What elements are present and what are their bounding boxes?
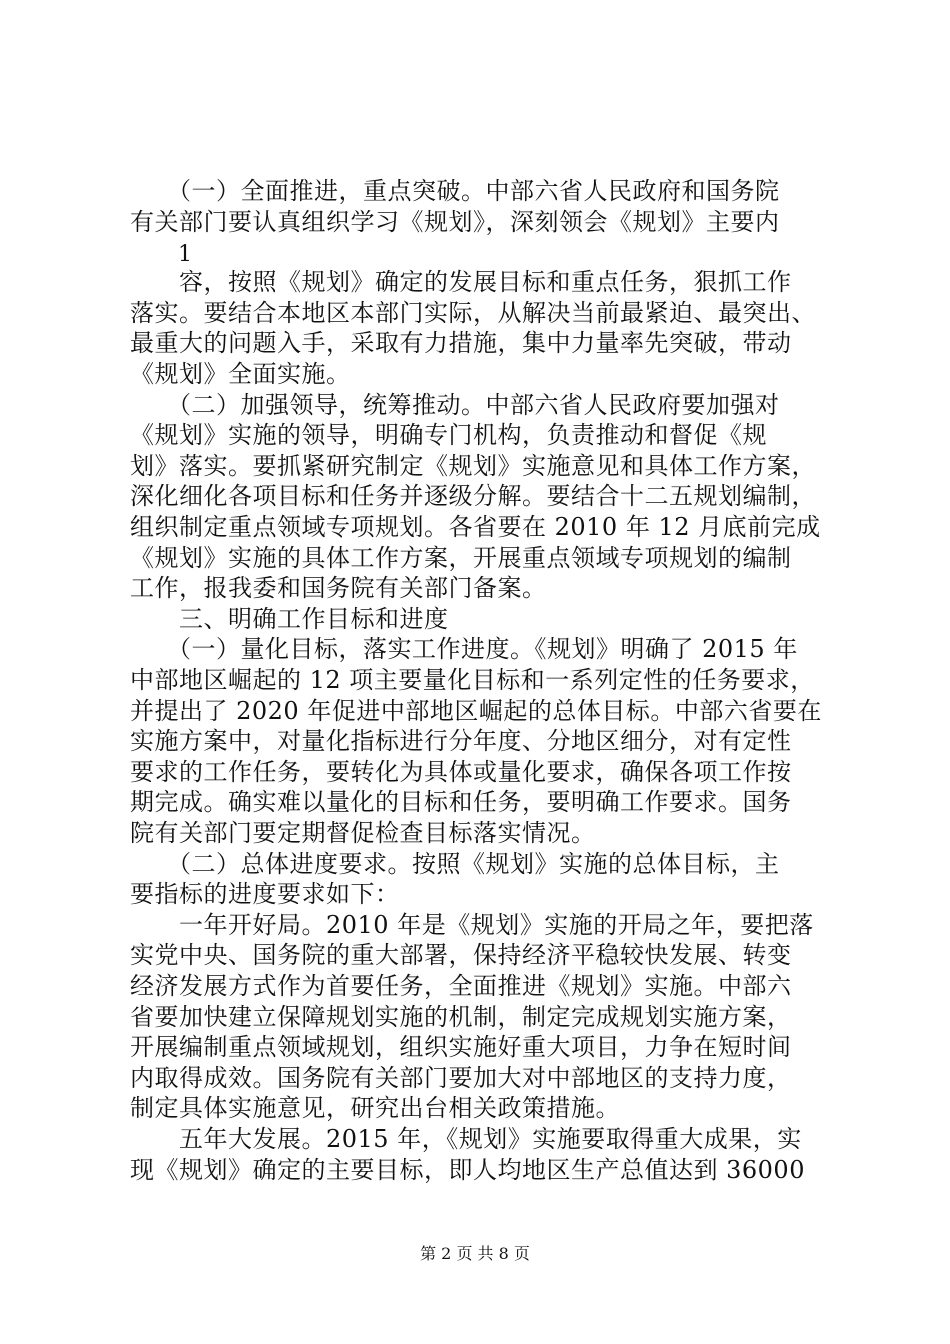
text-line: 经济发展方式作为首要任务，全面推进《规划》实施。中部六: [130, 972, 792, 1000]
text-line: 《规划》实施的领导，明确专门机构，负责推动和督促《规: [130, 421, 767, 449]
text-line: 要指标的进度要求如下：: [130, 880, 400, 908]
text-line: 有关部门要认真组织学习《规划》，深刻领会《规划》主要内: [130, 208, 780, 236]
text-line: 深化细化各项目标和任务并逐级分解。要结合十二五规划编制，: [130, 482, 816, 510]
text-line: （一）全面推进，重点突破。中部六省人民政府和国务院: [130, 177, 780, 205]
page-footer: 第 2 页 共 8 页: [420, 1244, 530, 1263]
text-line: 期完成。确实难以量化的目标和任务，要明确工作要求。国务: [130, 788, 792, 816]
text-line: 要求的工作任务，要转化为具体或量化要求，确保各项工作按: [130, 758, 792, 786]
text-line: 落实。要结合本地区本部门实际，从解决当前最紧迫、最突出、: [130, 299, 816, 327]
page-marker: 1: [178, 242, 192, 267]
text-line: （二）加强领导，统筹推动。中部六省人民政府要加强对: [130, 391, 780, 419]
text-line: 组织制定重点领域专项规划。各省要在 2010 年 12 月底前完成: [130, 513, 821, 541]
text-line: 制定具体实施意见，研究出台相关政策措施。: [130, 1094, 620, 1122]
text-line: 最重大的问题入手，采取有力措施，集中力量率先突破，带动: [130, 329, 792, 357]
text-line: （一）量化目标，落实工作进度。《规划》明确了 2015 年: [130, 635, 798, 663]
text-line: 开展编制重点领域规划，组织实施好重大项目，力争在短时间: [130, 1033, 792, 1061]
section-heading: 三、明确工作目标和进度: [130, 605, 449, 633]
text-line: 院有关部门要定期督促检查目标落实情况。: [130, 819, 596, 847]
text-line: 并提出了 2020 年促进中部地区崛起的总体目标。中部六省要在: [130, 697, 822, 725]
text-line: 五年大发展。2015 年，《规划》实施要取得重大成果，实: [130, 1125, 802, 1153]
text-line: 一年开好局。2010 年是《规划》实施的开局之年，要把落: [130, 911, 814, 939]
text-line: 实施方案中，对量化指标进行分年度、分地区细分，对有定性: [130, 727, 792, 755]
text-line: 省要加快建立保障规划实施的机制，制定完成规划实施方案，: [130, 1003, 792, 1031]
text-line: 中部地区崛起的 12 项主要量化目标和一系列定性的任务要求，: [130, 666, 815, 694]
text-line: 《规划》全面实施。: [130, 360, 351, 388]
text-line: 内取得成效。国务院有关部门要加大对中部地区的支持力度，: [130, 1064, 792, 1092]
text-line: （二）总体进度要求。按照《规划》实施的总体目标，主: [130, 850, 780, 878]
text-line: 工作，报我委和国务院有关部门备案。: [130, 574, 547, 602]
text-line: 现《规划》确定的主要目标，即人均地区生产总值达到 36000: [130, 1156, 805, 1184]
text-line: 《规划》实施的具体工作方案，开展重点领域专项规划的编制: [130, 544, 792, 572]
text-line: 划》落实。要抓紧研究制定《规划》实施意见和具体工作方案，: [130, 452, 816, 480]
text-line: 实党中央、国务院的重大部署，保持经济平稳较快发展、转变: [130, 941, 792, 969]
text-line: 容，按照《规划》确定的发展目标和重点任务，狠抓工作: [130, 268, 792, 296]
